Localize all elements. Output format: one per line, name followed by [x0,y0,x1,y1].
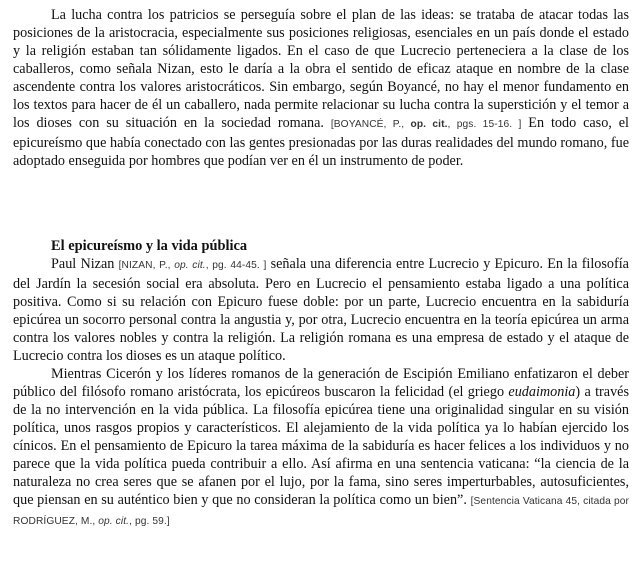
citation-nizan [119,260,267,271]
term-eudaimonia: eudaimonia [508,384,576,400]
citation-boyance [331,119,522,130]
citation-pages: , pg. 44-45. ] [205,260,267,271]
citation-op-cit: op. cit. [410,119,448,130]
paragraph-body-continued: En todo caso, el epicureísmo que había conectado con las gentes presionadas por las duras realidades del mundo romano, fue adoptado enseguida por hombres que podían ver en él un instrumento de poder. [13,115,629,169]
citation-pages: , pgs. 15-16. ] [447,119,522,130]
citation-author: [NIZAN, P., [118,260,175,271]
paragraph-body: Mientras Cicerón y los líderes romanos de la generación de Escipión Emiliano enfatizaron el deber público del filósofo romano aristócrata, los epicúreos buscaron la felicidad (el griego [13,366,629,400]
paragraph-patricios [13,6,629,170]
citation-author: [BOYANCÉ, P., [330,119,411,130]
paragraph-body-continued: ) a través de la no intervención en la vida pública. La filosofía epicúrea tiene una originalidad singular en su visión política, unos rasgos propios y característicos. El alejamiento de la vida política ya lo habían ejercido los cínicos. En el pensamiento de Epicuro la tarea máxima de la sabiduría es hacer felices a los individuos y no parece que la vida política pueda contribuir a ello. Así afirma en una sentencia vaticana: “la ciencia de la naturaleza no crea seres que se afanen por el lujo, por la fama, sino seres imperturbables, autosuficientes, que piensan en su auténtico bien y que no consideran la política como un bien”. [13,384,629,508]
section-heading: El epicureísmo y la vida pública [51,238,248,254]
citation-op-cit: op. cit. [98,516,130,527]
paragraph-text [13,6,629,170]
paragraph-body-continued: señala una diferencia entre Lucrecio y Epicuro. En la filosofía del Jardín la secesión social era absoluta. Pero en Lucrecio el pensamiento estaba ligado a una política positiva. Como si su relación con Epicuro fuese doble: por un parte, Lucrecio encuentra en la sabiduría epicúrea un socorro personal contra la angustia y, por otra, Lucrecio encuentra en la teoría epicúrea un arma contra los valores nobles y contra la religión. La religión romana es una empresa de estado y el ataque de Lucrecio contra los dioses es un ataque político. [13,256,629,364]
citation-author: [Sentencia Vaticana 45, citada por RODRÍGUEZ, M., [13,496,630,527]
paragraph-ciceron [13,365,629,531]
paragraph-nizan [13,255,629,365]
paragraph-body: Paul Nizan [51,256,119,272]
citation-op-cit: op. cit. [174,260,206,271]
citation-pages: , pg. 59.] [129,516,170,527]
section-epicureismo [13,237,629,531]
paragraph-body: La lucha contra los patricios se perseguía sobre el plan de las ideas: se trataba de atacar todas las posiciones de la aristocracia, especialmente sus posiciones religiosas, esenciales en un país donde el estado y la religión estaban tan sólidamente ligados. En el caso de que Lucrecio perteneciera a la clase de los caballeros, como señala Nizan, esto le daría a la obra el sentido de eficaz ataque en nombre de la clase ascendente contra los valores aristocráticos. Sin embargo, según Boyancé, no hay el menor fundamento en los textos para hacer de él un caballero, nada permite relacionar su lucha contra la superstición y el temor a los dioses con su situación en la sociedad romana. [13,7,629,131]
